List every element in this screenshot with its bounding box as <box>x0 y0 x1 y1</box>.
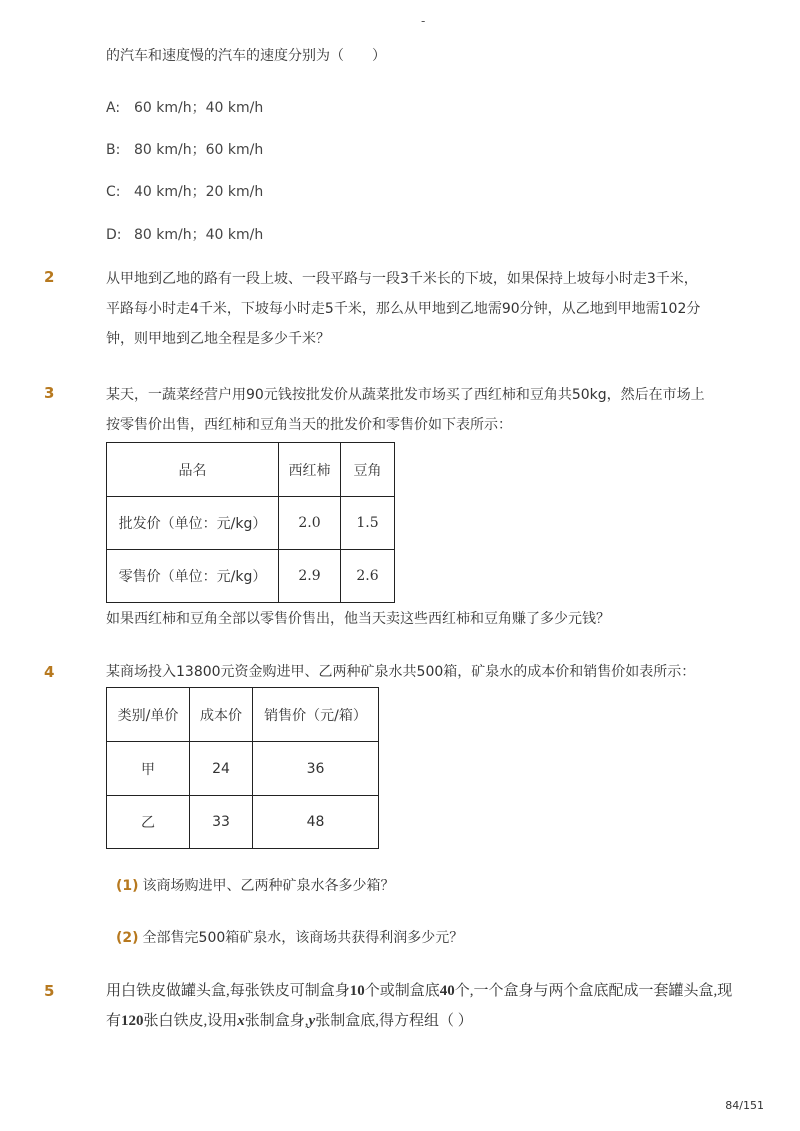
q4-header-category: 类别/单价 <box>107 688 190 742</box>
q3-row-wholesale-label: 批发价（单位：元/kg） <box>107 497 279 550</box>
q5-l2-a: 有 <box>106 1013 122 1029</box>
option-c[interactable] <box>106 182 263 202</box>
q2-text <box>106 264 726 354</box>
q4-yi-sale: 48 <box>253 796 379 849</box>
option-b-label: B: <box>106 142 121 158</box>
q1-stem-tail: 的汽车和速度慢的汽车的速度分别为（ ） <box>106 48 386 64</box>
q3-header-tomato: 西红柿 <box>279 443 341 497</box>
q3-header-bean: 豆角 <box>341 443 395 497</box>
q5-l1-n1: 10 <box>349 983 365 999</box>
q3-header-name: 品名 <box>107 443 279 497</box>
option-d[interactable] <box>106 225 263 245</box>
q5-l1-n2: 40 <box>439 983 455 999</box>
q5-line-1 <box>106 976 732 1006</box>
q5-l1-a: 用白铁皮做罐头盒,每张铁皮可制盒身 <box>106 983 350 999</box>
q3-price-table <box>106 442 395 603</box>
table-row <box>107 550 395 603</box>
option-a-text: 60 km/h；40 km/h <box>134 100 264 116</box>
option-a-label: A: <box>106 100 121 116</box>
page-number: 84/151 <box>725 1099 764 1112</box>
option-a[interactable] <box>106 98 263 118</box>
q4-number: 4 <box>44 663 55 681</box>
q2-line-3: 钟，则甲地到乙地全程是多少千米？ <box>106 331 330 347</box>
option-c-label: C: <box>106 184 121 200</box>
q3-retail-bean: 2.6 <box>341 550 395 603</box>
q2-number: 2 <box>44 268 55 286</box>
table-row <box>107 497 395 550</box>
q3-text <box>106 380 726 440</box>
q4-row-yi-label: 乙 <box>107 796 190 849</box>
q2-line-1: 从甲地到乙地的路有一段上坡、一段平路与一段3千米长的下坡，如果保持上坡每小时走3千米， <box>106 271 698 287</box>
q3-row-retail-label: 零售价（单位：元/kg） <box>107 550 279 603</box>
q3-number: 3 <box>44 384 55 402</box>
q5-var-x: x <box>237 1013 245 1029</box>
q4-sub-2-number: (2) <box>116 930 139 946</box>
q4-header-sale: 销售价（元/箱） <box>253 688 379 742</box>
q3-wholesale-tomato: 2.0 <box>279 497 341 550</box>
q5-var-y: y <box>308 1013 316 1029</box>
q3-retail-tomato: 2.9 <box>279 550 341 603</box>
q5-line-2 <box>106 1006 732 1036</box>
q3-line-1: 某天，一蔬菜经营户用90元钱按批发价从蔬菜批发市场买了西红柿和豆角共50kg，然后在市场上 <box>106 387 705 403</box>
q4-sub-2 <box>116 928 463 948</box>
q5-l1-c: 个,一个盒身与两个盒底配成一套罐头盒,现 <box>454 983 733 999</box>
q3-line-2: 按零售价出售，西红柿和豆角当天的批发价和零售价如下表所示： <box>106 417 512 433</box>
q2-line-2: 平路每小时走4千米，下坡每小时走5千米，那么从甲地到乙地需90分钟，从乙地到甲地需102分 <box>106 301 701 317</box>
q4-sub-2-text: 全部售完500箱矿泉水，该商场共获得利润多少元？ <box>142 930 464 946</box>
page-top-mark: - <box>421 14 426 28</box>
option-b-text: 80 km/h；60 km/h <box>134 142 264 158</box>
q5-l2-c: 张制盒身, <box>244 1013 309 1029</box>
table-row <box>107 742 379 796</box>
q5-l2-d: 张制盒底,得方程组（ ） <box>315 1013 473 1029</box>
q3-question: 如果西红柿和豆角全部以零售价售出，他当天卖这些西红柿和豆角赚了多少元钱？ <box>106 611 610 627</box>
option-d-label: D: <box>106 227 122 243</box>
q4-row-jia-label: 甲 <box>107 742 190 796</box>
option-c-text: 40 km/h；20 km/h <box>134 184 264 200</box>
q4-sub-1 <box>116 876 395 896</box>
option-d-text: 80 km/h；40 km/h <box>134 227 264 243</box>
q4-sub-1-text: 该商场购进甲、乙两种矿泉水各多少箱？ <box>142 878 395 894</box>
q4-yi-cost: 33 <box>190 796 253 849</box>
q4-jia-cost: 24 <box>190 742 253 796</box>
q4-stem: 某商场投入13800元资金购进甲、乙两种矿泉水共500箱，矿泉水的成本价和销售价如表所示： <box>106 664 696 680</box>
table-row <box>107 796 379 849</box>
q5-l2-n1: 120 <box>121 1013 144 1029</box>
q4-price-table <box>106 687 379 849</box>
option-b[interactable] <box>106 140 263 160</box>
q4-jia-sale: 36 <box>253 742 379 796</box>
q4-sub-1-number: (1) <box>116 878 139 894</box>
q5-number: 5 <box>44 982 55 1000</box>
q5-l2-b: 张白铁皮,设用 <box>143 1013 238 1029</box>
q5-text <box>106 976 732 1036</box>
q3-wholesale-bean: 1.5 <box>341 497 395 550</box>
q4-header-cost: 成本价 <box>190 688 253 742</box>
q5-l1-b: 个或制盒底 <box>364 983 440 999</box>
